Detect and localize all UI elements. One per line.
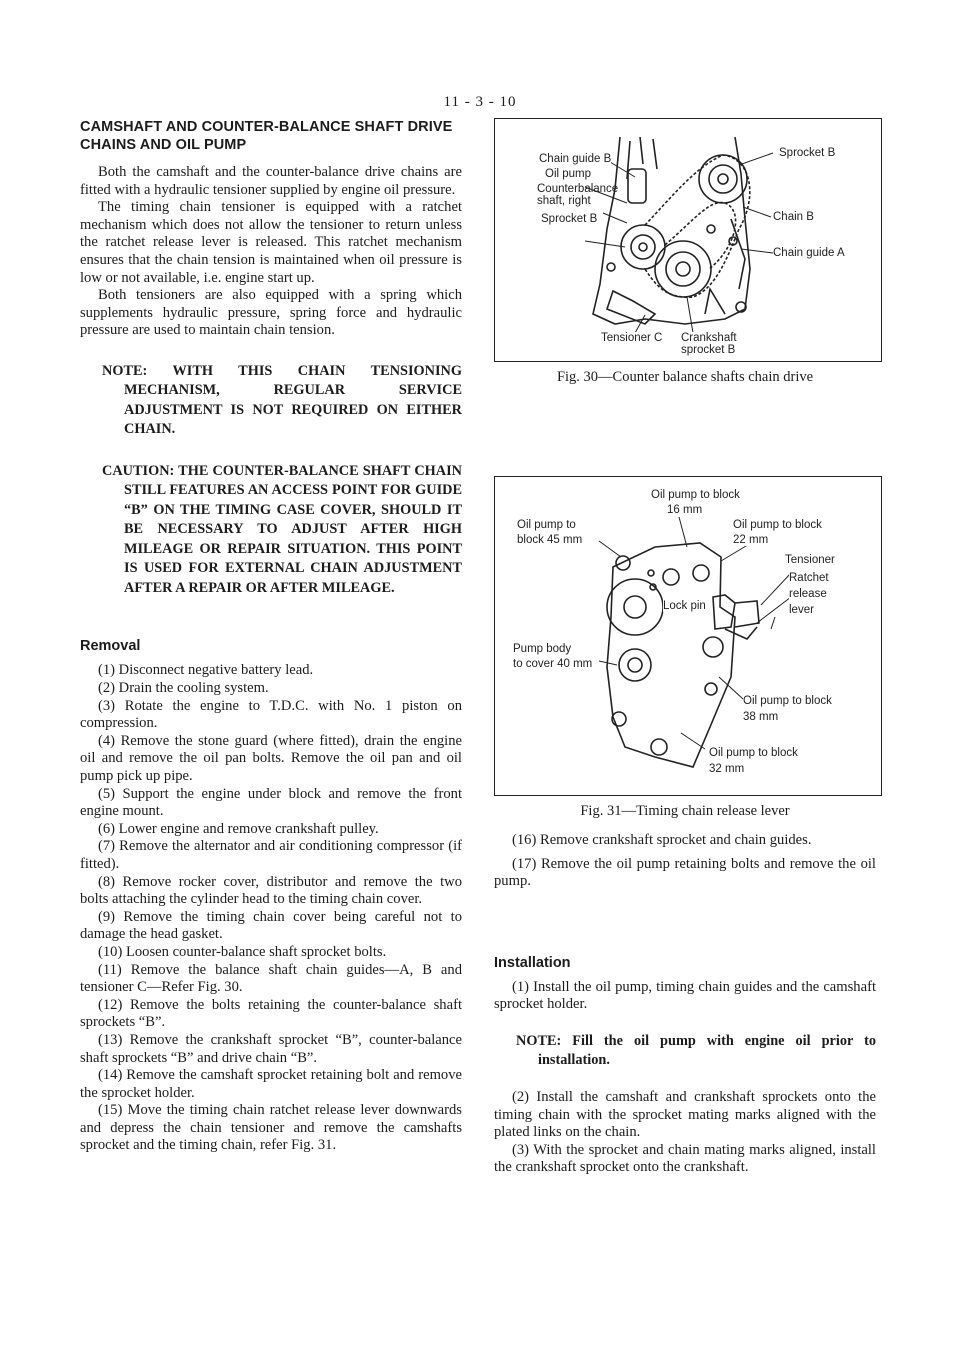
removal-step: (16) Remove crankshaft sprocket and chain guides. — [512, 832, 812, 848]
label-chain-b: Chain B — [773, 211, 814, 223]
figure-30-frame — [494, 118, 882, 362]
label-counterbalance: Counterbalance — [537, 183, 619, 195]
label-45mm-value: block 45 mm — [517, 534, 583, 546]
installation-step: (3) With the sprocket and chain mating marks aligned, install the crankshaft sprocket onto the crankshaft. — [494, 1141, 876, 1176]
label-sprocket-b-left: Sprocket B — [541, 213, 598, 225]
removal-step: (13) Remove the crankshaft sprocket “B”, counter-balance shaft sprockets “B” and drive chain “B”. — [80, 1031, 462, 1066]
figure-31-caption: Fig. 31—Timing chain release lever — [580, 803, 790, 819]
installation-step: (2) Install the camshaft and crankshaft sprockets onto the timing chain with the sprocket mating marks aligned with the plated links on the chain. — [494, 1088, 876, 1141]
note-block: NOTE: WITH THIS CHAIN TENSIONING MECHANISM, REGULAR SERVICE ADJUSTMENT IS NOT REQUIRED ON EITHER CHAIN. — [102, 362, 462, 438]
label-40mm-value: to cover 40 mm — [513, 658, 593, 670]
installation-heading: Installation — [494, 954, 571, 971]
removal-step: (5) Support the engine under block and remove the front engine mount. — [80, 785, 462, 820]
label-45mm: Oil pump to — [517, 519, 576, 531]
label-40mm: Pump body — [513, 643, 572, 655]
removal-step: (1) Disconnect negative battery lead. — [98, 662, 314, 679]
label-32mm: Oil pump to block — [709, 747, 798, 759]
paragraph: Both the camshaft and the counter-balance drive chains are fitted with a hydraulic tensioner supplied by engine oil pressure. — [80, 164, 462, 198]
left-column — [80, 118, 462, 1155]
label-16mm-value: 16 mm — [667, 504, 703, 516]
removal-step: (4) Remove the stone guard (where fitted), drain the engine oil and remove the oil pan bolts. Remove the oil pan and oil pump pick up pipe. — [80, 732, 462, 784]
page-number: 11 - 3 - 10 — [443, 94, 517, 110]
removal-heading: Removal — [80, 638, 141, 655]
label-16mm: Oil pump to block — [651, 489, 740, 501]
label-crankshaft: Crankshaft — [681, 332, 737, 344]
right-column — [494, 118, 876, 1177]
removal-step: (9) Remove the timing chain cover being careful not to damage the head gasket. — [80, 908, 462, 943]
figure-30-caption: Fig. 30—Counter balance shafts chain drive — [556, 369, 814, 385]
removal-step: (7) Remove the alternator and air conditioning compressor (if fitted). — [80, 838, 462, 872]
label-lever: lever — [789, 604, 814, 616]
removal-step: (8) Remove rocker cover, distributor and remove the two bolts attaching the cylinder head to the timing chain cover. — [80, 873, 462, 908]
removal-step: (6) Lower engine and remove crankshaft pulley. — [98, 820, 379, 837]
installation-note: NOTE: Fill the oil pump with engine oil prior to installation. — [516, 1032, 876, 1069]
removal-step: (15) Move the timing chain ratchet release lever downwards and depress the chain tensioner and remove the camshafts sprocket and the timing chain, refer Fig. 31. — [80, 1102, 462, 1154]
caution-block: CAUTION: THE COUNTER-BALANCE SHAFT CHAIN STILL FEATURES AN ACCESS POINT FOR GUIDE “B” ON THE TIMING CASE COVER, SHOULD IT BE NECESSARY TO ADJUST AFTER HIGH MILEAGE OR REPAIR SITUATION. THIS POINT IS USED FOR EXTERNAL CHAIN ADJUSTMENT AFTER A REPAIR OR AFTER MILEAGE. — [102, 462, 462, 596]
figure-31-frame — [494, 476, 882, 796]
label-tensioner: Tensioner — [785, 554, 835, 566]
removal-step: (14) Remove the camshaft sprocket retaining bolt and remove the sprocket holder. — [80, 1067, 462, 1101]
label-ratchet: Ratchet — [789, 572, 829, 584]
section-heading: CAMSHAFT AND COUNTER-BALANCE SHAFT DRIVE CHAINS AND OIL PUMP — [80, 119, 453, 153]
label-sprocket-b-top: Sprocket B — [779, 147, 836, 159]
label-sprocket-b-crank: sprocket B — [681, 344, 736, 356]
installation-step: (1) Install the oil pump, timing chain guides and the camshaft sprocket holder. — [494, 978, 876, 1013]
label-chain-guide-b: Chain guide B — [539, 153, 612, 165]
label-32mm-value: 32 mm — [709, 763, 745, 775]
removal-step: (17) Remove the oil pump retaining bolts and remove the oil pump. — [494, 855, 876, 890]
label-22mm-value: 22 mm — [733, 534, 769, 546]
removal-step: (12) Remove the bolts retaining the counter-balance shaft sprockets “B”. — [80, 996, 462, 1031]
label-38mm-value: 38 mm — [743, 711, 779, 723]
paragraph: Both tensioners are also equipped with a spring which supplements hydraulic pressure, spring force and hydraulic pressure are used to maintain chain tension. — [80, 287, 462, 339]
label-release: release — [789, 588, 827, 600]
paragraph: The timing chain tensioner is equipped with a ratchet mechanism which does not allow the tensioner to return unless the ratchet release lever is released. This ratchet mechanism ensures that the chain tension is maintained when oil pressure is low or not available, i.e. engine start up. — [80, 199, 462, 286]
removal-step: (2) Drain the cooling system. — [98, 680, 269, 697]
removal-step: (10) Loosen counter-balance shaft sprocket bolts. — [98, 943, 387, 960]
removal-step: (11) Remove the balance shaft chain guides—A, B and tensioner C—Refer Fig. 30. — [80, 961, 462, 996]
label-lock-pin: Lock pin — [663, 600, 706, 612]
label-tensioner-c: Tensioner C — [601, 332, 663, 344]
label-22mm: Oil pump to block — [733, 519, 822, 531]
label-oil-pump: Oil pump — [545, 168, 592, 180]
removal-step: (3) Rotate the engine to T.D.C. with No. 1 piston on compression. — [80, 697, 462, 732]
label-chain-guide-a: Chain guide A — [773, 247, 845, 259]
label-counterbalance-shaft: shaft, right — [537, 195, 591, 207]
label-38mm: Oil pump to block — [743, 695, 832, 707]
